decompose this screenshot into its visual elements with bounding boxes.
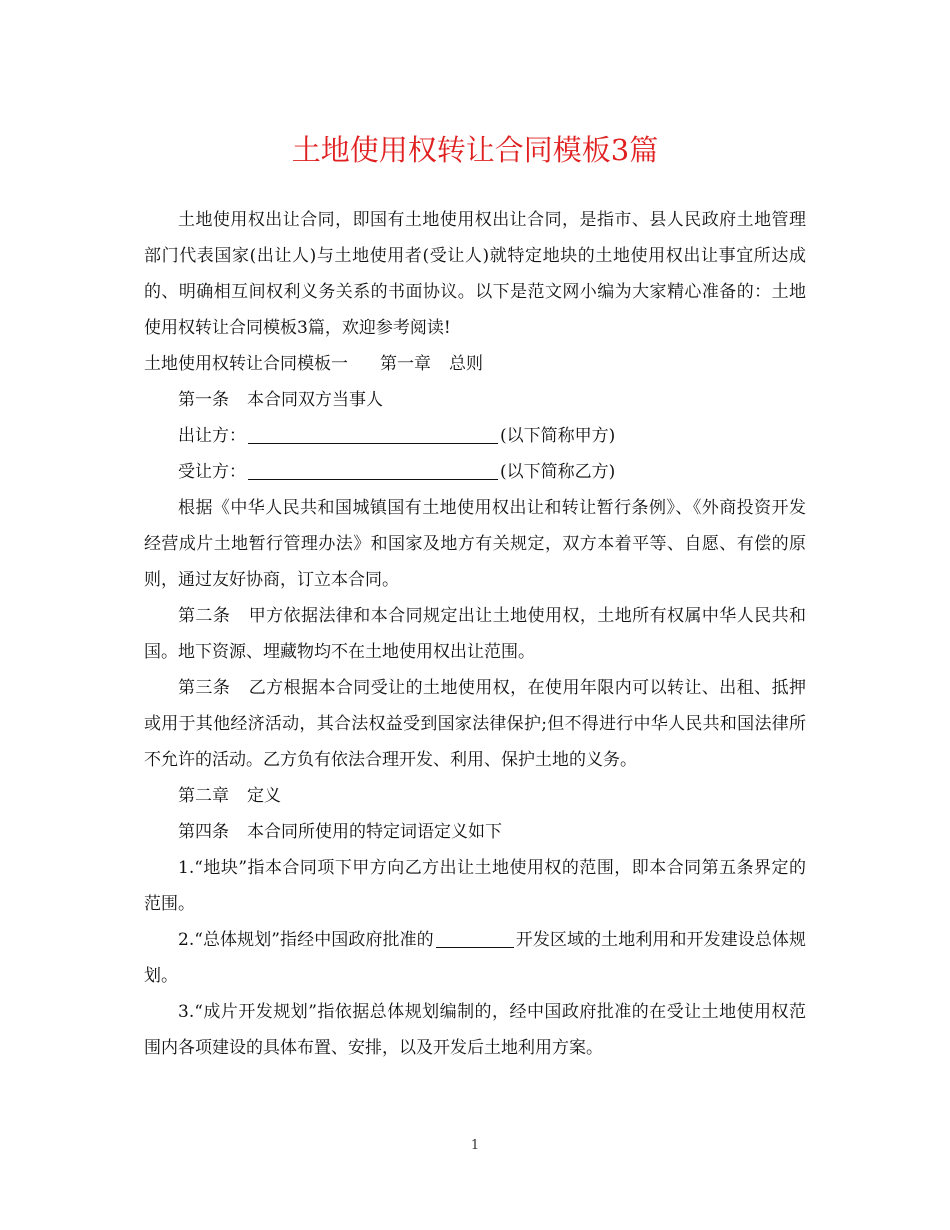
party-a-line (144, 418, 806, 454)
definition-2-pre: 2.“总体规划”指经中国政府批准的 (178, 930, 434, 950)
article2-text: 甲方依据法律和本合同规定出让土地使用权，土地所有权属中华人民共和国。地下资源、埋藏物均不在土地使用权出让范围。 (144, 606, 807, 662)
party-b-line (144, 454, 806, 490)
article1-label: 第一条 (178, 390, 229, 410)
chapter1-name: 总则 (449, 354, 483, 374)
party-a-suffix: (以下简称甲方) (500, 426, 616, 446)
definition-2 (144, 922, 806, 994)
definition-3: 3.“成片开发规划”指依据总体规划编制的，经中国政府批准的在受让土地使用权范围内各项建设的具体布置、安排，以及开发后土地利用方案。 (144, 1002, 806, 1058)
chapter2-label: 第二章 (178, 786, 229, 806)
article4-text: 本合同所使用的特定词语定义如下 (247, 822, 502, 842)
party-b-blank (248, 462, 498, 480)
article4-paragraph (144, 814, 806, 850)
party-a-label: 出让方： (178, 426, 246, 446)
chapter2-name: 定义 (247, 786, 281, 806)
template-heading-line (144, 346, 806, 382)
definition-2-post: 开发区域的土地利用和开发建设总体规划。 (144, 930, 807, 986)
article3-text: 乙方根据本合同受让的土地使用权，在使用年限内可以转让、出租、抵押或用于其他经济活动，其合法权益受到国家法律保护;但不得进行中华人民共和国法律所不允许的活动。乙方负有依法合理开发、利用、保护土地的义务。 (144, 678, 807, 770)
document-body (144, 202, 806, 1066)
article3-label: 第三条 (178, 678, 231, 698)
page-number: 1 (470, 1138, 480, 1153)
template-heading: 土地使用权转让合同模板一 (144, 354, 348, 374)
article2-paragraph (144, 598, 806, 670)
article1-paragraph (144, 382, 806, 418)
chapter1-label: 第一章 (380, 354, 431, 374)
party-b-label: 受让方： (178, 462, 246, 482)
article1-text: 本合同双方当事人 (247, 390, 383, 410)
article4-label: 第四条 (178, 822, 229, 842)
document-title: 土地使用权转让合同模板3篇 (291, 133, 659, 167)
chapter2-heading (144, 778, 806, 814)
definition-2-blank (436, 930, 514, 948)
definition-1: 1.“地块”指本合同项下甲方向乙方出让土地使用权的范围，即本合同第五条界定的范围。 (144, 858, 806, 914)
party-a-blank (248, 426, 498, 444)
article2-label: 第二条 (178, 606, 231, 626)
party-b-suffix: (以下简称乙方) (500, 462, 616, 482)
intro-paragraph: 土地使用权出让合同，即国有土地使用权出让合同，是指市、县人民政府土地管理部门代表国家(出让人)与土地使用者(受让人)就特定地块的土地使用权出让事宜所达成的、明确相互间权利义务关系的书面协议。以下是范文网小编为大家精心准备的：土地使用权转让合同模板3篇，欢迎参考阅读! (144, 210, 806, 338)
basis-paragraph: 根据《中华人民共和国城镇国有土地使用权出让和转让暂行条例》、《外商投资开发经营成片土地暂行管理办法》和国家及地方有关规定，双方本着平等、自愿、有偿的原则，通过友好协商，订立本合同。 (144, 498, 806, 590)
article3-paragraph (144, 670, 806, 778)
